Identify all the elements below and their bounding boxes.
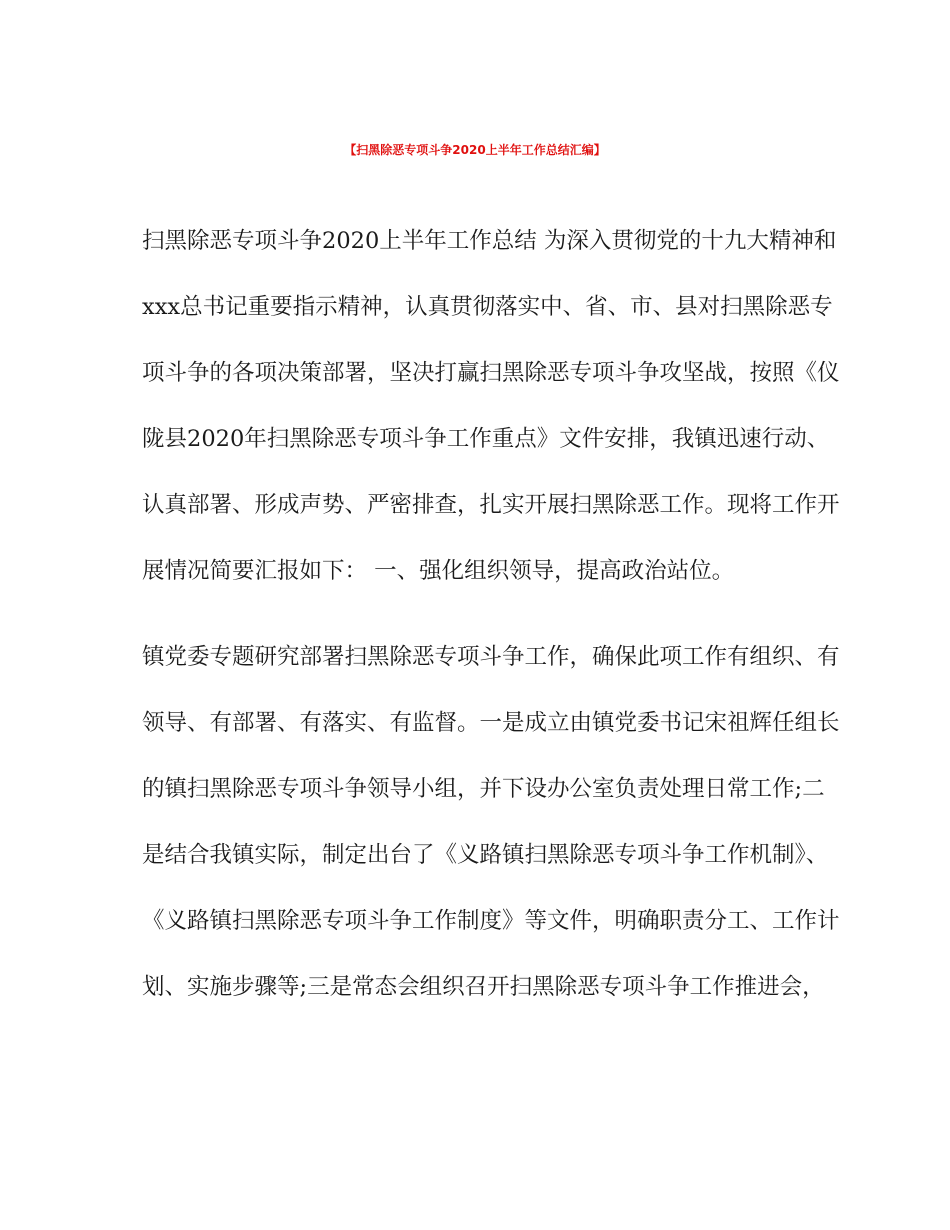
body-line-8: 领导、有部署、有落实、有监督。一是成立由镇党委书记宋祖辉任组长 (142, 710, 840, 736)
body-line-12: 划、实施步骤等;三是常态会组织召开扫黑除恶专项斗争工作推进会， (142, 974, 825, 1000)
body-line-9: 的镇扫黑除恶专项斗争领导小组，并下设办公室负责处理日常工作;二 (142, 776, 825, 802)
body-line-6: 展情况简要汇报如下： 一、强化组织领导，提高政治站位。 (142, 558, 735, 584)
body-line-1: 扫黑除恶专项斗争2020上半年工作总结 为深入贯彻党的十九大精神和 (142, 228, 837, 254)
body-line-2: xxx总书记重要指示精神，认真贯彻落实中、省、市、县对扫黑除恶专 (142, 294, 833, 320)
body-line-11: 《义路镇扫黑除恶专项斗争工作制度》等文件，明确职责分工、工作计 (142, 908, 840, 934)
body-line-3: 项斗争的各项决策部署，坚决打赢扫黑除恶专项斗争攻坚战，按照《仪 (142, 360, 840, 386)
body-line-7: 镇党委专题研究部署扫黑除恶专项斗争工作，确保此项工作有组织、有 (142, 644, 840, 670)
body-line-10: 是结合我镇实际，制定出台了《义路镇扫黑除恶专项斗争工作机制》、 (142, 842, 829, 868)
body-line-5: 认真部署、形成声势、严密排查，扎实开展扫黑除恶工作。现将工作开 (142, 492, 840, 518)
document-title: 【扫黑除恶专项斗争2020上半年工作总结汇编】 (344, 143, 606, 157)
body-line-4: 陇县2020年扫黑除恶专项斗争工作重点》文件安排，我镇迅速行动、 (142, 426, 830, 452)
